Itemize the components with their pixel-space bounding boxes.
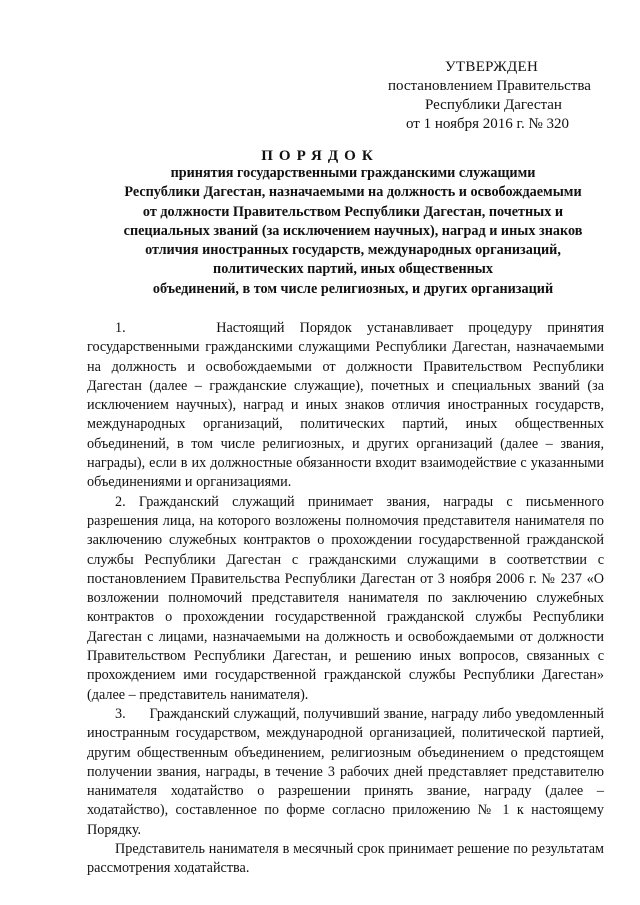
approval-title: УТВЕРЖДЕН xyxy=(445,59,539,75)
subtitle-line: объединений, в том числе религиозных, и других организаций xyxy=(152,280,554,297)
document-title: ПОРЯДОК xyxy=(261,148,379,164)
paragraph-4: Представитель нанимателя в месячный срок принимает решение по результатам рассмотрения ходатайства. xyxy=(87,841,604,877)
paragraph-1: 1. Настоящий Порядок устанавливает процедуру принятия государственными гражданскими служащими Республики Дагестан, назначаемыми на должность и освобождаемыми от должности Правительством Республики Дагестан (далее – гражданские служащие), почетных и специальных званий (за исключением научных), наград и иных знаков отличия иностранных государств, международных организаций, политических партий, иных общественных объединений, в том числе религиозных, и других организаций (далее – звания, награды), если в их должностные обязанности входит взаимодействие с указанными объединениями и организациями. xyxy=(87,320,604,491)
subtitle-line: Республики Дагестан, назначаемыми на должность и освобождаемыми xyxy=(124,184,582,201)
subtitle-line: политических партий, иных общественных xyxy=(213,261,493,278)
subtitle-line: от должности Правительством Республики Дагестан, почетных и xyxy=(142,203,564,220)
approval-line-1: постановлением Правительства xyxy=(388,78,591,94)
document-body xyxy=(87,319,604,879)
approval-line-3: от 1 ноября 2016 г. № 320 xyxy=(406,116,570,132)
paragraph-2: 2. Гражданский служащий принимает звания, награды с письменного разрешения лица, на которого возложены полномочия представителя нанимателя по заключению служебных контрактов о прохождении государственной гражданской службы Республики Дагестан с гражданскими служащими в соответствии с постановлением Правительства Республики Дагестан от 3 ноября 2006 г. № 237 «О возложении полномочий представителя нанимателя по заключению служебных контрактов о прохождении государственной гражданской службы Республики Дагестан с лицами, назначаемыми на должность и освобождаемыми от должности Правительством Республики Дагестан, и решению иных вопросов, связанных с прохождением ими государственной гражданской службы Республики Дагестан» (далее – представитель нанимателя). xyxy=(87,493,604,703)
subtitle-line: отличия иностранных государств, международных организаций, xyxy=(145,242,561,259)
document-subtitle xyxy=(88,164,618,299)
approval-stamp xyxy=(378,58,618,134)
paragraph-3: 3. Гражданский служащий, получивший звание, награду либо уведомленный иностранным государством, международной организацией, политической партией, другим общественным объединением, религиозным объединением о предстоящем получении звания, награды, в течение 3 рабочих дней представляет представителю нанимателя ходатайство о разрешении принять звание, награду (далее – ходатайство), составленное по форме согласно приложению № 1 к настоящему Порядку. xyxy=(87,705,604,838)
subtitle-line: принятия государственными гражданскими служащими xyxy=(170,165,536,181)
approval-line-2: Республики Дагестан xyxy=(425,97,562,113)
subtitle-line: специальных званий (за исключением научных), наград и иных знаков xyxy=(123,222,583,239)
